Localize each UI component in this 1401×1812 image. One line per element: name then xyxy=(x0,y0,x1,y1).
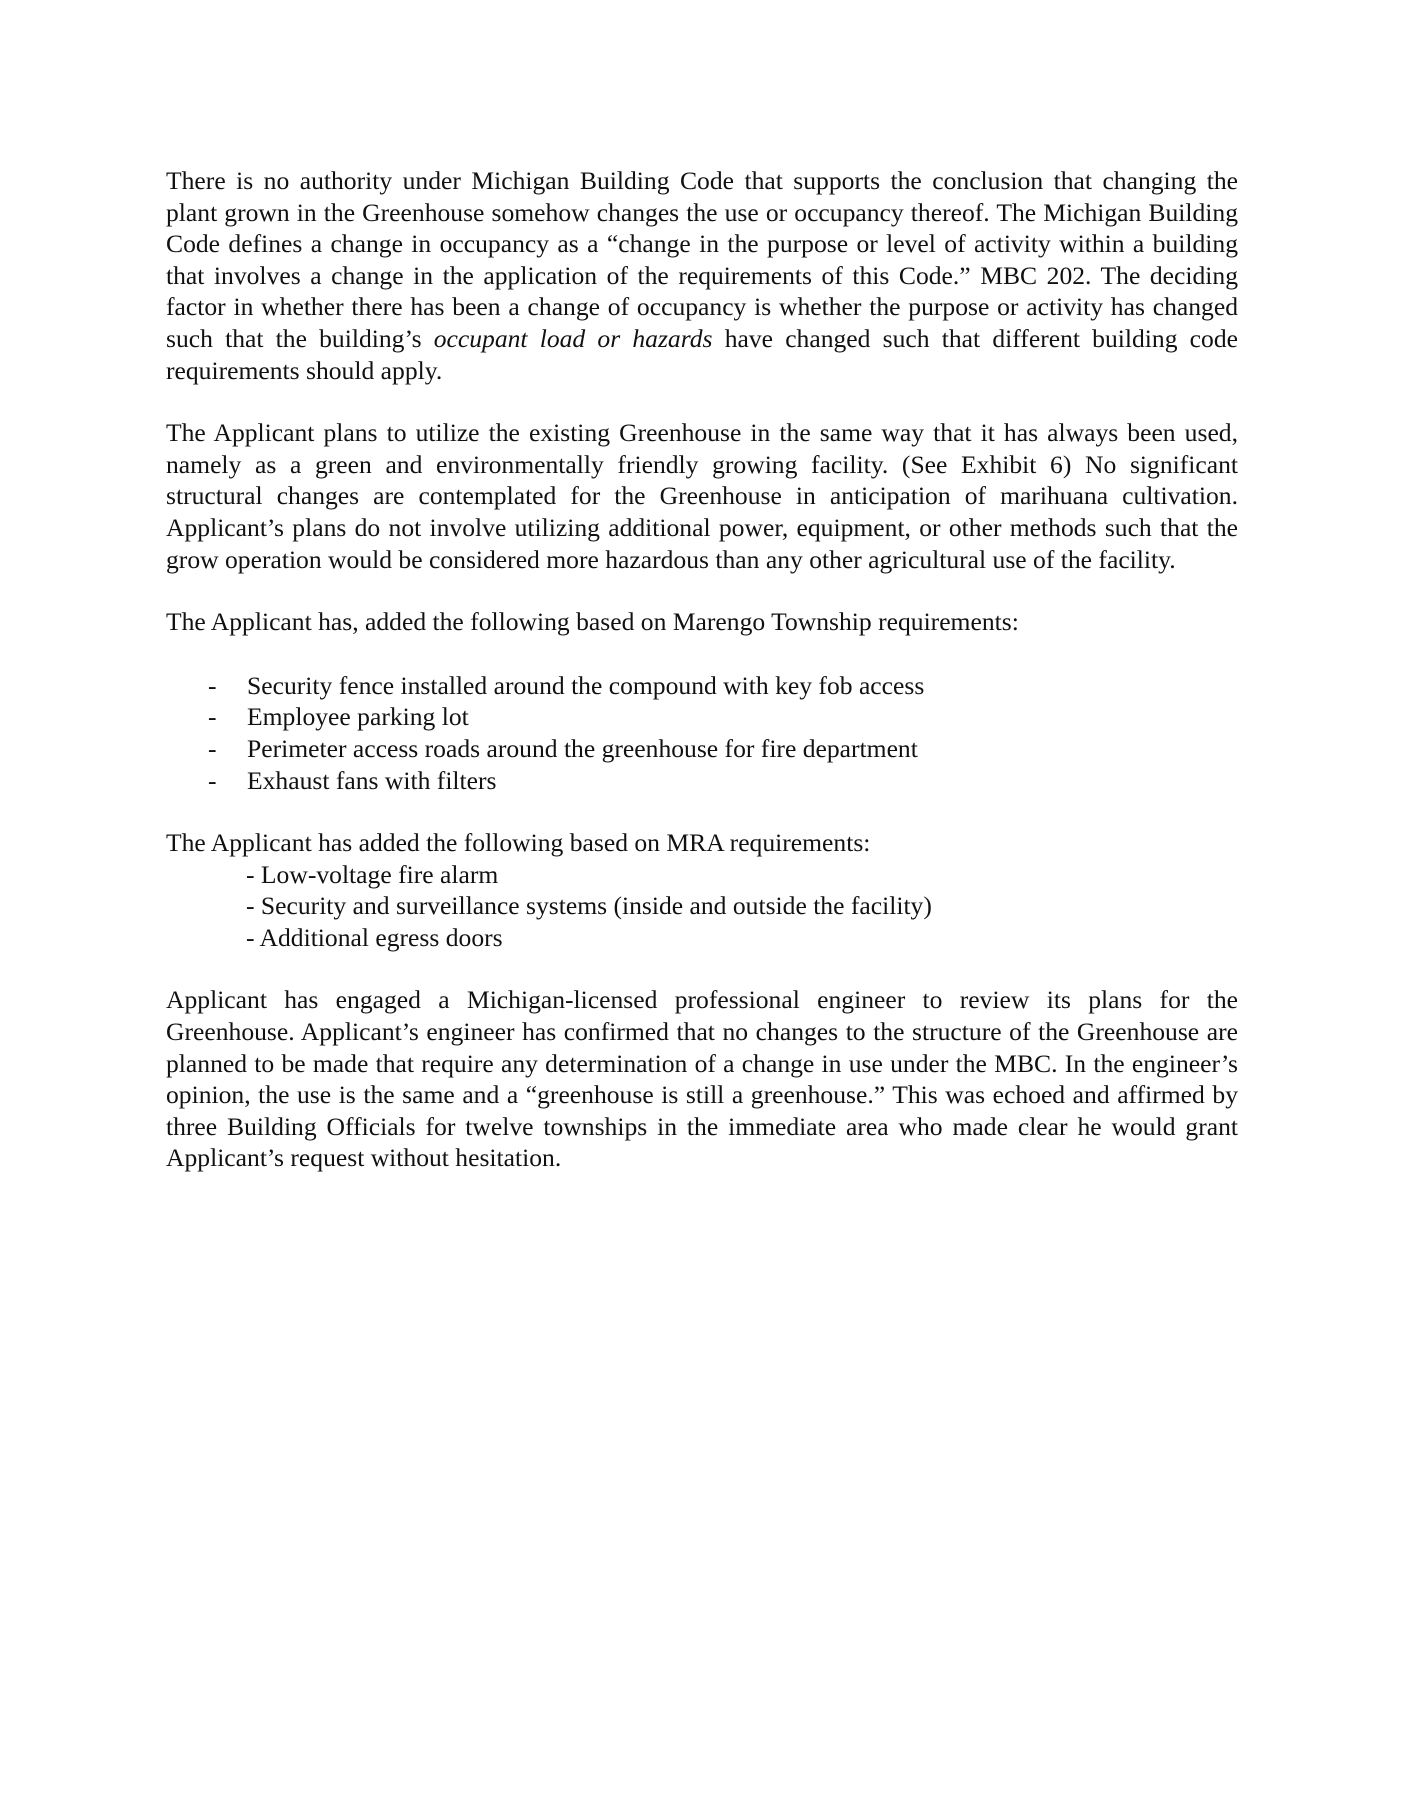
list-item: - Additional egress doors xyxy=(246,922,503,952)
list-item xyxy=(166,670,1238,702)
list-item-text: Security fence installed around the compound with key fob access xyxy=(247,670,925,700)
bullet-dash: - xyxy=(208,765,217,795)
list-item-text: Employee parking lot xyxy=(247,702,469,732)
paragraph-greenhouse-use: The Applicant plans to utilize the existing Greenhouse in the same way that it has always been used, namely as a green and environmentally friendly growing facility. (See Exhibit 6) No significant structural changes are contemplated for the Greenhouse in anticipation of marihuana cultivation. Applicant’s plans do not involve utilizing additional power, equipment, or other methods such that the grow operation would be considered more hazardous than any other agricultural use of the facility. xyxy=(166,418,1238,574)
document-body xyxy=(166,165,1238,1174)
paragraph-1-text-b: have changed such that different building code requirements should apply. xyxy=(166,323,1238,385)
list-item xyxy=(166,701,1238,733)
mra-intro: The Applicant has added the following based on MRA requirements: xyxy=(166,828,871,858)
list-item xyxy=(166,733,1238,765)
mra-requirements-list xyxy=(166,859,1238,954)
bullet-dash: - xyxy=(208,733,217,763)
bullet-dash: - xyxy=(208,670,217,700)
list-item-text: Perimeter access roads around the greenhouse for fire department xyxy=(247,733,918,763)
marengo-requirements-list xyxy=(166,670,1238,796)
list-item xyxy=(166,765,1238,797)
list-item: - Low-voltage fire alarm xyxy=(246,859,499,889)
paragraph-1-italic: occupant load or hazards xyxy=(433,323,713,353)
list-item-text: Exhaust fans with filters xyxy=(247,765,497,795)
paragraph-engineer-review: Applicant has engaged a Michigan-licensed professional engineer to review its plans for the Greenhouse. Applicant’s engineer has confirmed that no changes to the structure of the Greenhouse are planned to be made that require any determination of a change in use under the MBC. In the engineer’s opinion, the use is the same and a “greenhouse is still a greenhouse.” This was echoed and affirmed by three Building Officials for twelve townships in the immediate area who made clear he would grant Applicant’s request without hesitation. xyxy=(166,985,1238,1173)
paragraph-change-of-occupancy xyxy=(166,165,1238,386)
list-item: - Security and surveillance systems (inside and outside the facility) xyxy=(246,891,932,921)
marengo-intro: The Applicant has, added the following based on Marengo Township requirements: xyxy=(166,607,1019,637)
bullet-dash: - xyxy=(208,702,217,732)
paragraph-1-text-a: There is no authority under Michigan Building Code that supports the conclusion that changing the plant grown in the Greenhouse somehow changes the use or occupancy thereof. The Michigan Building Code defines a change in occupancy as a “change in the purpose or level of activity within a building that involves a change in the application of the requirements of this Code.” MBC 202. The deciding factor in whether there has been a change of occupancy is whether the purpose or activity has changed such that the building’s xyxy=(166,166,1238,353)
